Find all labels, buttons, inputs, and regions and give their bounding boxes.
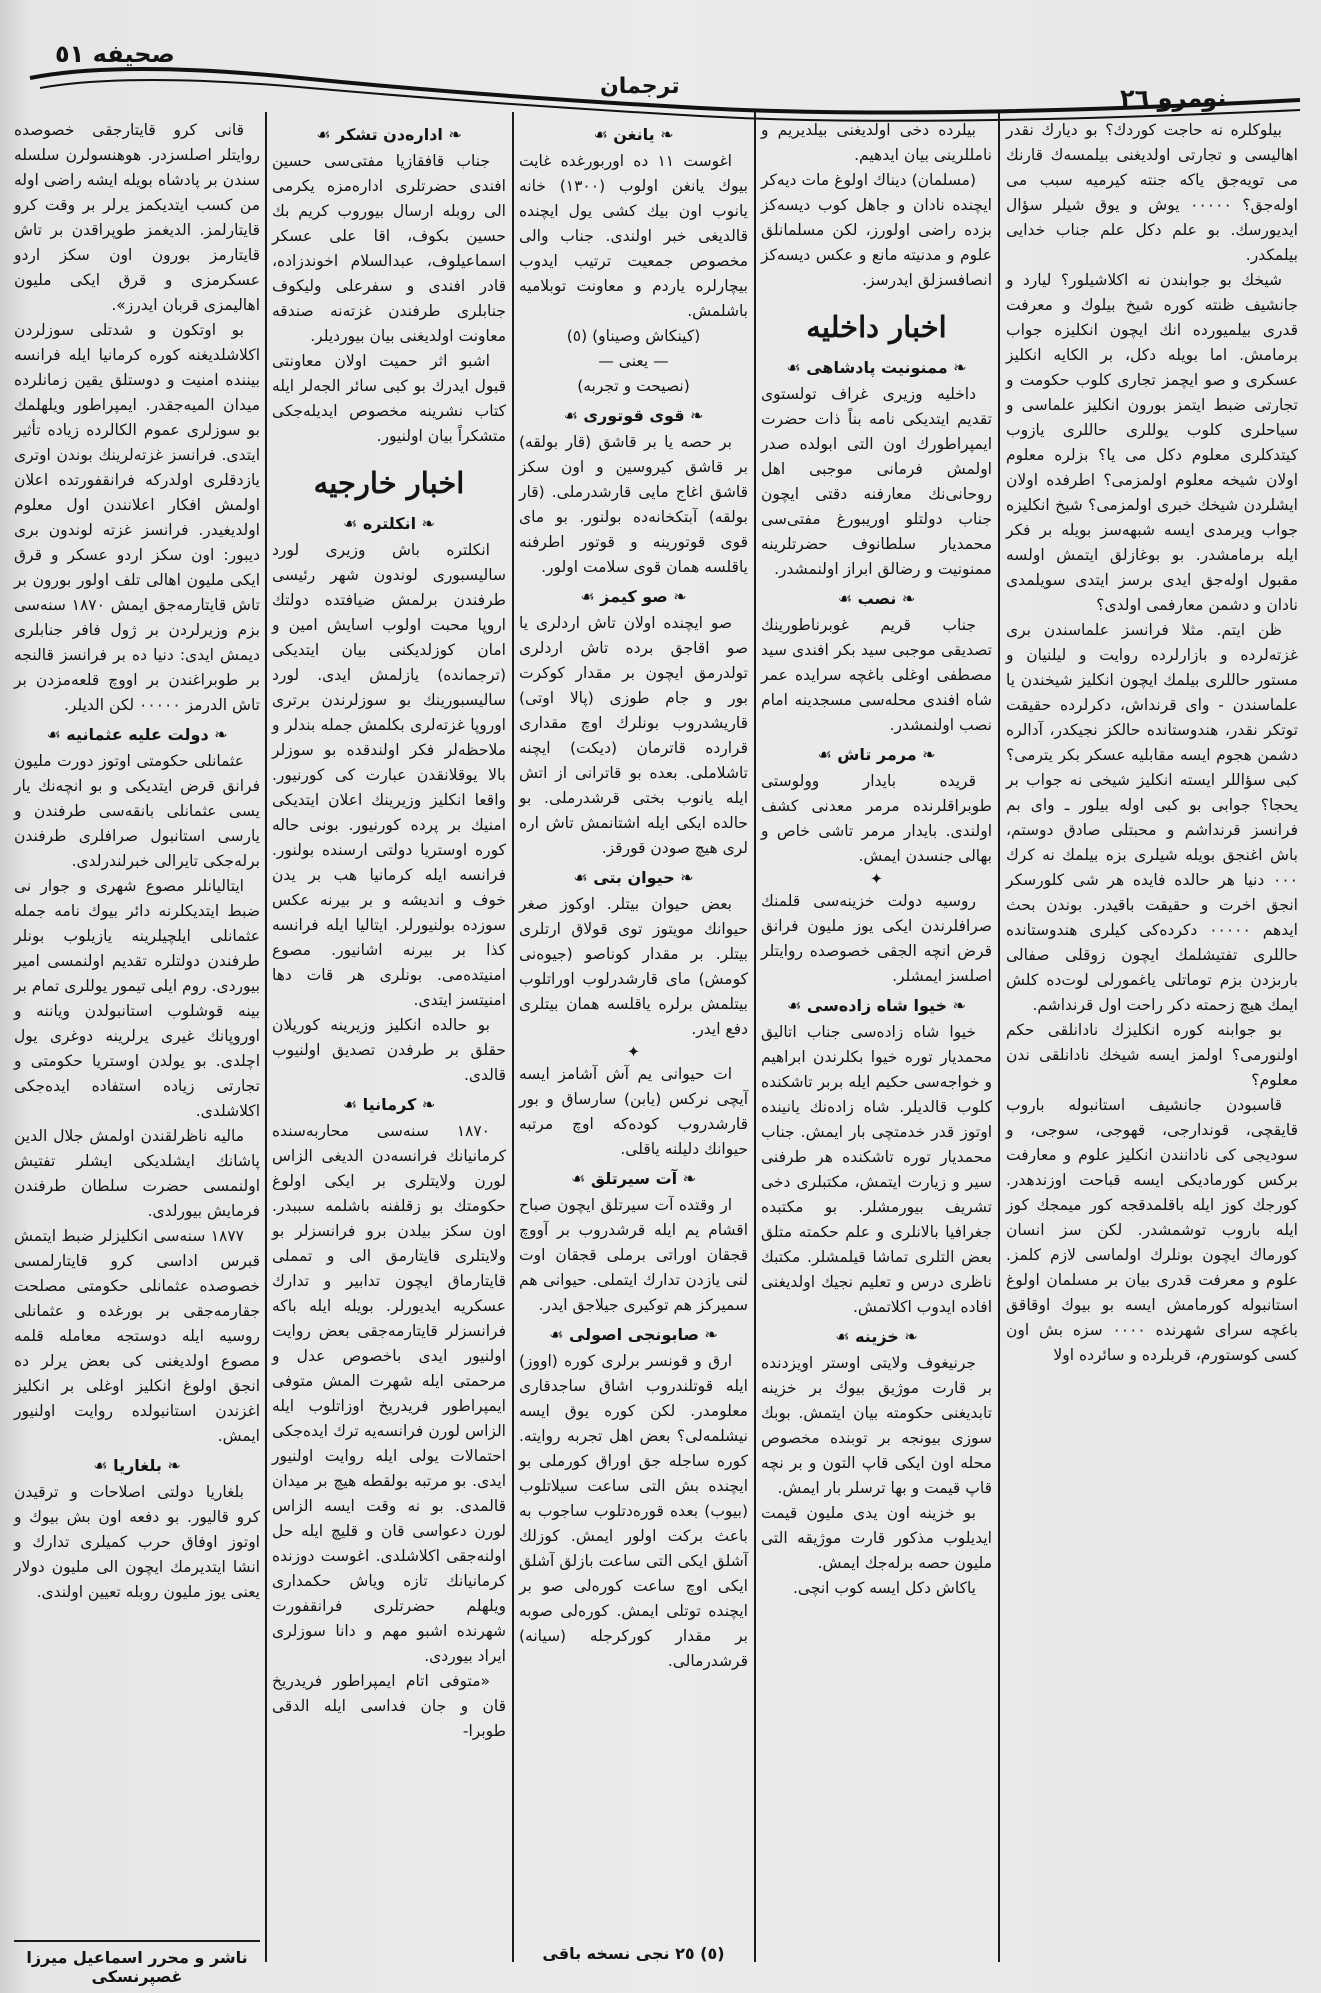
article-paragraph: «متوفى اتام ايمپراطور فريدريخ قان و جان فداسى ايله الدقى طوبرا- <box>272 1672 506 1740</box>
section-title: اخبار داخليه <box>806 310 947 344</box>
article-heading: ❧ دولت عليه عثمانيه ☙ <box>14 722 260 747</box>
article-heading: ❧ يانغن ☙ <box>519 122 748 147</box>
article-paragraph: جناب قافقازيا مفتى‌سى حسين افندى حضرتلرى ادارەمزه يكرمى الى روبله ارسال بيوروب كريم بك حسين بكوف، اقا على عسكر اسماعيلوف، عبدالسلام اخوندزاده، قادر افندى و سفرعلى وليكوف جنابلرى طرفندن غزته‌نه صندقه معاونت اولديغنى بيان بيورديلر. <box>272 152 506 345</box>
section-title: اخبار خارجيه <box>313 466 465 500</box>
article-heading: ❧ ادارەدن تشكر ☙ <box>272 122 506 147</box>
article-paragraph: اشبو اثر حميت اولان معاونتى قبول ايدرك بو كبى سائر الجه‌لر ايله كتاب نشرينه مخصوص ايديله‌جكى متشكراً بيان اولنيور. <box>272 352 506 445</box>
article-paragraph: ١٨٧٠ سنه‌سى محاربه‌سنده كرمانيانك فرانسه‌دن الديغى الزاس لورن ولايتلرى بر ايكى اولوغ حكومتك بو زقلفنه باشلمه سببدر. اون سكز بيلدن برو فرانسزلر بو ولايتلرى قايتارمق الى و تمملى قايتارماق ايچون تدابير و تدارك عسكريه ايديورلر. بويله ايله باكه فرانسزلر قايتارمه‌جقى بعض روايت اولنيور ايدى باخصوص عدل و مرحمتى ايله شهرت المش متوفى ايمپراطور فريدريخ اوزاتلوب ايله الزاس لورن فرانسه‌يه ترك ايده‌جكى احتمالات يولى ايله روايت اولنيور ايدى. بو مرتبه بولقطه هيچ بر ميدان قالمدى. بو نه وقت ايسه الزاس لورن دعواسى قان و قليچ ايله حل اولنه‌جقى اكلاشلدى. اغوست دوزنده كرمانيانك تازه وياش حكمدارى ويلهلم حضرتلرى فرانقفورت شهرنده اشبو مهم و دانا سوزلرى ايراد بيوردى. <box>272 1122 506 1665</box>
article-paragraph: بو حالده انكليز وزيرينه كوريلان حقلق بر طرفدن تصديق اولنيوب قالدى. <box>272 1016 506 1084</box>
article-paragraph: — يعنى — <box>598 352 669 370</box>
article-paragraph: بو اوتكون و شدتلى سوزلردن اكلاشلديغنه كوره كرمانيا ايله فرانسه بيننده امنيت و دوستلق يقين زمانلرده ميدان الميه‌جقدر. ايمپراطور ويلهلمك بو سوزلرى عموم الكالرده زياده تأثير ايتدى. فرانسز غزته‌لرينك بوندن اوترى يازدقلرى اولدركه فرانقفورتده اعلان اولمش افكار اعلانندن اول معلوم اولديغيدر. فرانسز غزته لوندون برى ديبور: اون سكز اردو عسكر و قرق ايكى مليون اهالى تلف اولور بورون بر تاش قايتارمه‌جق ايمش ١٨٧٠ سنه‌سى بزم وزيرلردن بر ژول فافر جنابلرى ديمش ايدى: دنيا ده بر فرانسز قالنجه بر طوبراغندن بر اووچ قلعه‌مزدن بر تاش الدرمز ٠٠٠٠٠ لكن الديلر. <box>14 321 260 714</box>
article-heading: ❧ حيوان بتى ☙ <box>519 865 748 890</box>
article-paragraph: خيوا شاه زاده‌سى جناب اتاليق محمديار توره خيوا بكلرندن ابراهيم و خواجه‌سى حكيم ايله بربر تاشكنده كلوب قالديلر. شاه زاده‌نك يانينده اوتوز قدر خدمتچى بار ايمش. جناب محمديار توره تاشكنده هر طرفنى سير و زيارت ايتمش، مكتبلرى دخى تشريف بيورمشلر. بو مكتبده جغرافيا بالانلرى و علم حكمته متلق بعض التلرى تماشا قيلمشلر. مكتبك ناظرى درس و تعليم نجيك اولديغنى افاده ايدوب اكلاتمش. <box>761 1023 992 1316</box>
column-1 <box>14 118 260 1605</box>
article-paragraph: بيلرده دخى اولديغنى بيلديريم و نامللرينى بيان ايدهيم. <box>761 121 992 164</box>
article-paragraph: ارق و قونسر برلرى كوره (اووز) ايله قوتلندروب اشاق ساجدقارى معلومدر. لكن كوره يوق ايسه نيشلمه‌لى؟ بعض اهل تجربه روايته. كوره ساجله جق اوراق كورملى بو ايچنده بش التى ساعت سيلاتلوب (بيوب) بعده قوره‌دتلوب ساجوب به باعث بركت اولور ايمش. كوزلك آشلق ايكى التى ساعت بازلق آشلق ايكى اوچ ساعت كوره‌لى صو بر ايچنده توتلى ايمش. كوره‌لى صوبه بر مقدار كوركرجله (سيانه) قرشدرمالى. <box>519 1352 748 1670</box>
article-paragraph: قانى كرو قايتارجقى خصوصده روايتلر اصلسزدر. هوهنسولرن سلسله سندن بر پادشاه بويله ايشه راضى اوله من كسب ايتديكمز يرلر بر وقت كرو قايتارلمز. الديغمز طوپراقدن بر تاش قايتارمز بورون اون سكز اردو عسكرمزى و قرق ايكى مليون اهاليمزى قربان ايدرز». <box>14 121 260 314</box>
article-paragraph: (نصيحت و تجربه) <box>577 377 690 395</box>
article-heading: ❧ قوى قوتورى ☙ <box>519 403 748 428</box>
article-heading: ❧ صو كيمز ☙ <box>519 584 748 609</box>
article-paragraph: بلغاريا دولتى اصلاحات و ترقيدن كرو قاليور. بو دفعه اون بش بيوك و اوتوز اوفاق حرب كميلرى تدارك و انشا ايتديرمك ايچون الى مليون دولار يعنى يوز مليون روبله تعيين اولندى. <box>14 1483 260 1601</box>
column-divider <box>512 112 514 1962</box>
article-paragraph: عثمانلى حكومتى اوتوز دورت مليون فرانق قرض ايتديكى و بو انچه‌نك يار يسى عثمانلى بانقه‌سى طرفندن و يارسى استانبول صرافلرى طرفندن برله‌جكى تايرالى خبرلندرلدى. <box>14 752 260 870</box>
article-paragraph: جرنيغوف ولايتى اوستر اويزدنده بر قارت موژيق بيوك بر خزينه تابديغنى حكومته بيان ايتمش. بوبك سوزى بيونجه بر توبنده مخصوص محله اون ايكى قاپ التون و بر نچه قاپ قيمت و بها ترسلر بار ايمش. <box>761 1354 992 1497</box>
article-paragraph: ار وقتده آت سيرتلق ايچون صباح اقشام يم ايله قرشدروب بر آووچ قجقان اوراتى برملى قجقان اوت لنى يازدن تدارك ايتملى. حيوانى هم سميركز هم توكيرى جيلاجق ايدر. <box>519 1196 748 1314</box>
article-heading: ❧ خزينه ☙ <box>761 1324 992 1349</box>
article-paragraph: ١٨٧٧ سنه‌سى انكليزلر ضبط ايتمش قبرس اداسى كرو قايتارلمسى خصوصده عثمانلى حكومتى مصلحت جقارمه‌جقى بر بورغده و عثمانلى روسيه ايله دوستجه معامله قلمه مصوع اولديغنى كى بعض يرلر ده انجق اولوغ انكليز اوغلى بر انكليز اغزندن استانبولده روايت اولنيور ايمش. <box>14 1227 260 1445</box>
article-paragraph: شيخك بو جوابندن نه اكلاشيلور؟ ليارد و جانشيف ظنته كوره شيخ بيلوك و معرفت قدرى بيلميورده انك ايچون انكليزه جواب برمامش. اما بويله دكل، بر الكايه انكليز عسكرى و صو ايچمز تجارى كلوب حكومت و تجارتى ضبط ايتمز بورون انكليز علماسى و سياحلرى كلوب يوللرى حاللرى يازوب كيتدكلرى معلوم دكل مى يا؟ بزلره معلوم اولان شيخه معلوم اولمزمى؟ اطرفده اولان ايشلردن شيخك خبرى اولمزمى؟ شيخ انكليزه جواب ويرمدى ايسه شبهه‌سز بويله بر فكر ايله برمامشدر. بو بوغازلق ايتمش اولسه مقبول اوله‌جق ايدى برسز ايتدى سويلمدى نادان و دشمن معارفمى اولدى؟ <box>1006 271 1298 614</box>
article-paragraph: بر حصه يا بر قاشق (قار بولقه) بر قاشق كيروسين و اون سكز قاشق اغاج مايى قارشدرملى. (قار بولقه) آبتكخانه‌ده بولنور. بو ماى قوى قوتورينه و قوتور اطرفنه ياقلسه همان قوى سلامت اولور. <box>519 433 748 576</box>
continued-note: (٥) ٢٥ نجى نسخه باقى <box>542 1944 725 1963</box>
article-paragraph: صو ايچنده اولان تاش اردلرى يا صو اقاجق برده تاش اردلرى تولدرمق ايچون بر مقدار كوكرت بور و جام طوزى (پالا اوتى) قاريشدروب بونلرك اوچ مقدارى قرارده قاترمان (ديكت) ايچنه تاشلاملى. بعده بو قاترانى از اتش ايله يانوب بختى قرشدرملى. بو حالده ايكى ايله اشتانمش تاش اره لرى هيچ صودن قورقز. <box>519 614 748 857</box>
article-paragraph: (كينكاش وصيناو) (٥) <box>566 327 701 345</box>
publisher-line: ناشر و محرر اسماعيل ميرزا غصپرنسكى <box>26 1948 248 1986</box>
column-divider <box>265 112 267 1962</box>
article-paragraph: (مسلمان) ديناك اولوغ مات ديه‌كر ايچنده نادان و جاهل كوب ديسه‌كز بزده راضى اولورز، لكن مسلمانلق علوم و مدنيته مانع و عكس ديسه‌كز انصافسزلق ايدرسز. <box>761 171 992 289</box>
article-paragraph: ماليه ناظرلقندن اولمش جلال الدين پاشانك ايشلديكى ايشلر تفتيش اولنمسى حضرت سلطان طرفندن فرمايش بيورلدى. <box>14 1127 260 1220</box>
issue-number: نومرو ٢٦ <box>1120 84 1227 112</box>
article-paragraph: روسيه دولت خزينه‌سى قلمنك صرافلرندن ايكى يوز مليون فرانق قرض انچه الجقى خصوصده روايتلر اصلسز ايمشلر. <box>761 892 992 985</box>
column-5 <box>1006 118 1298 1368</box>
article-paragraph: قريده بايدار وولوستى طوبراقلرنده مرمر معدنى كشف اولندى. بايدار مرمر تاشى خاص و بهالى جنسدن ايمش. <box>761 772 992 865</box>
article-paragraph: ياكاش دكل ايسه كوب انچى. <box>793 1579 976 1597</box>
column-divider <box>754 112 756 1962</box>
article-paragraph: جناب قريم غوبرناطورينك تصديقى موجبى سيد بكر افندى سيد مصطفى اوغلى باغچه سرايده عمر شاه افندى محله‌سى مسجدينه امام نصب اولنمشدر. <box>761 616 992 734</box>
article-heading: ❧ صابونجى اصولى ☙ <box>519 1322 748 1347</box>
ornament-separator: ✦ <box>870 870 883 888</box>
newspaper-title: ترجمان <box>600 74 680 99</box>
column-divider <box>998 112 1000 1962</box>
article-paragraph: ات حيوانى يم آش آشامز ايسه آيچى نركس (يابن) سارساق و بور قارشدروب كوده‌كه اوچ مرتبه حيوانك دليلنه ياقلى. <box>519 1065 748 1158</box>
article-paragraph: داخليه وزيرى غراف تولستوى تقديم ايتديكى نامه بناً ذات حضرت ايمپراطورك اون التى ابولده صدر اولمش فرمانى موجبى اهل روحانى‌نك معارفنه دقتى ايچون جناب دولتلو اوريبورغ مفتى‌سى محمديار سلطانوف حضرتلرينه ممنونيت و رضالق ابراز اولنمشدر. <box>761 385 992 578</box>
article-paragraph: ظن ايتم. مثلا فرانسز علماسندن برى غزته‌لرده و بازارلرده روايت و ليلنيان و مستور حاللرى بيلمك ايچون انكليز شيخندن يا علماسندن - واى قرنداش، دكرلرده حقيقت توتكر نقدر، هندوستانده حالكز نجيكدر، آدالره دشمن هجوم ايسه مقابليه عسكر بكر يترمى؟ كبى سؤاللر ايسته انكليز شيخى نه جواب بر يحجا؟ جوابى بو كبى اوله بيلور ـ واى بم فرانسز قرنداشم و محبتلى صادق دوستم، باش اغنجق بويله شيلرى بزه بيلمك نه كرك ٠٠٠ دنيا هر حالده فايده هر شى كلورسكر انجق اخرت و حقيقت باقيدر. بوندن بحث ايدهم ٠٠٠٠٠ دكرده‌كى كيلرى هندوستانده حاللرى تفتيشلمك ايچون زوقلى صفالى باربزدن بزم توماتلى ياغمورلى لوت‌ده كلش ايمك هيچ زحمته دكر راحت اول قرنداشم. <box>1006 621 1298 1014</box>
article-heading: ❧ نصب ☙ <box>761 586 992 611</box>
article-paragraph: بعض حيوان بيتلر. اوكوز صغر حيوانك مويتوز توى قولاق ارتلرى بيتلر. بر مقدار كوناصو (جيوه‌نى كومش) ماى قارشدرلوب اوراتلوب بيتلمش برلره ياقلسه همان بيتلرى دفع ايدر. <box>519 895 748 1038</box>
article-paragraph: بو خزينه اون يدى مليون قيمت ايديلوب مذكور قارت موژيقه التى مليون حصه برله‌جك ايمش. <box>761 1504 992 1572</box>
article-paragraph: انكلتره باش وزيرى لورد ساليسبورى لوندون شهر رئيسى طرفندن برلمش ضيافتده دولتك اروپا محبت اولوب اسايش امين و امان كوزلديكنى بيان ايتديكى (ترجمانده) يازلمش ايدى. لورد ساليسبورينك بو سوزلرندن برترى اوروپا غزته‌لرى بكلمش جمله بندلر و ملاحظه‌لر فكر اولندقده بو سوزلر بالا يوقلانقدن عبارت كى كورنيور. واقعا انكليز وزيرينك اعلان ايتديكى امنيك بر پرده كورنيور. بونى حاله كوره اوستريا دولتى ارسنده بولنور. فرانسه ايله كرمانيا هب بر يدن خوف و انديشه و بر بيرنه عكس سوزده بولنيورلر. ايتاليا ايله فرانسه كذا بر بيرنه اشانيور. مصوع امنيتده‌مى. بونلرى هر قات دها امنيتسز ايتدى. <box>272 541 506 1009</box>
article-heading: ❧ كرمانيا ☙ <box>272 1092 506 1117</box>
article-paragraph: بيلوكلره نه حاجت كوردك؟ بو ديارك نقدر اهاليسى و تجارتى اولديغنى بيلمسه‌ك قارنك مى تويه‌جق ياكه جنته كيرميه سبب مى اوله‌جق؟ ٠٠٠٠٠ يوش و يوق شيلر سؤال ايديورسك. بو علم دكل علم جناب خدايى بيلمكدر. <box>1006 121 1298 264</box>
article-heading: ❧ ممنونيت پادشاهى ☙ <box>761 355 992 380</box>
column-3 <box>519 118 748 1674</box>
column-2 <box>272 118 506 1744</box>
article-paragraph: قاسبودن جانشيف استانبوله باروب قايقچى، قوندارجى، قهوجى، سوجى، و سوديجى كى نادانندن انكليز علوم و معارفت بركس كورماديكى ايسه قباحت اوزندهدر. كورجك كوز ايله باقلمدقجه كور ميمجك كوز ايله باروب توشمشدر. لكن سز انسان كورماك ايچون بونلرك اولماسى لازم كلمز. علوم و معرفت قدرى بيان بر مسلمان اولوغ استانبوله كورمامش ايسه بو بيوك اوقاقق باغچه سراى شهرنده ٠٠٠٠ سزه بش اون كسى كوستورم، قربلرده و سائرده اولا <box>1006 1096 1298 1364</box>
article-heading: ❧ آت سيرتلق ☙ <box>519 1166 748 1191</box>
article-heading: ❧ مرمر تاش ☙ <box>761 742 992 767</box>
article-paragraph: بو جوابنه كوره انكليزك نادانلقى حكم اولنورمى؟ اولمز ايسه شيخك نادانلقى ندن معلوم؟ <box>1006 1021 1298 1089</box>
column-4 <box>761 118 992 1601</box>
article-paragraph: اغوست ١١ ده اوربورغده غايت بيوك يانغن اولوب (١٣٠٠) خانه يانوب اون بيك كشى يول ايچنده قالديغى خبر اولندى. جناب والى مخصوص جمعيت ترتيب ايدوب بيچارلره ياردم و معاونت توبلاميه باشلمش. <box>519 152 748 320</box>
page-number: صحيفه ٥١ <box>55 40 175 68</box>
article-heading: ❧ انكلتره ☙ <box>272 511 506 536</box>
ornament-separator: ✦ <box>627 1043 640 1061</box>
article-heading: ❧ بلغاريا ☙ <box>14 1453 260 1478</box>
article-heading: ❧ خيوا شاه زاده‌سى ☙ <box>761 993 992 1018</box>
footer-rule <box>14 1940 260 1942</box>
article-paragraph: ايتاليانلر مصوع شهرى و جوار نى ضبط ايتديكلرنه دائر بيوك نامه جمله عثمانلى ايلچيلرينه يازيلوب بونلر طرفندن دولتلره تقديم اولنمسى امير بيوردى. روم ايلى تيمور يوللرى تمام بر بينه قوشلوب استانبولدن وياننه و اوروپانك غيرى يرلرينه دوغرى يول اچلدى. بو يولدن اوستريا حكومتى و تجارتى زياده استفاده ايده‌جكى اكلاشلدى. <box>13 877 260 1120</box>
